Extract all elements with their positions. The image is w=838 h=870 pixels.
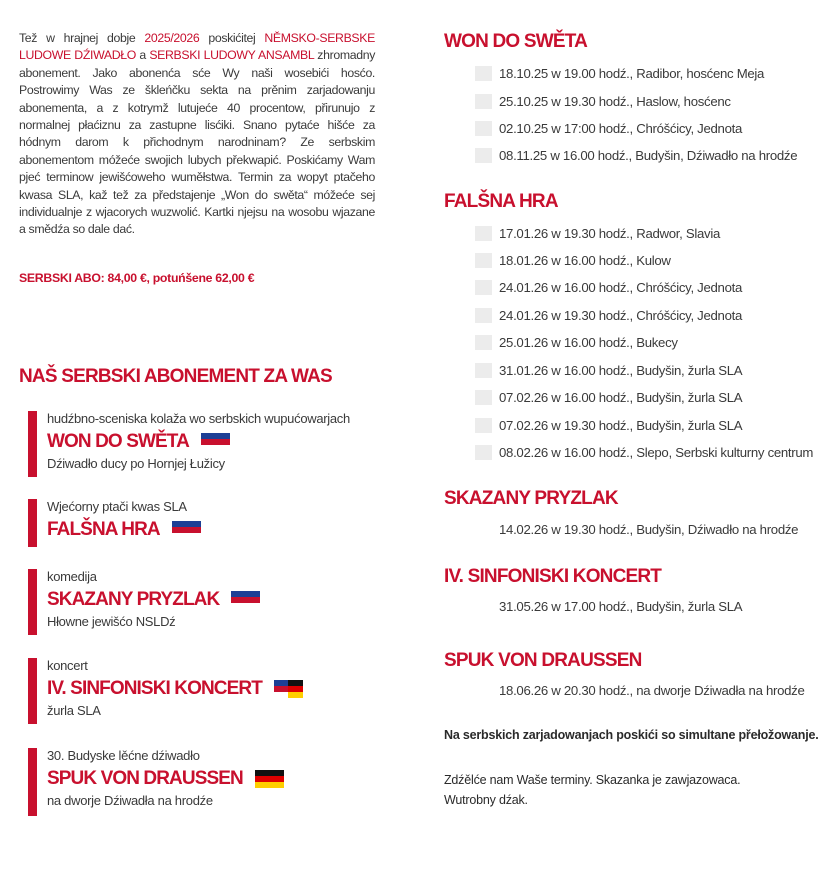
date-option[interactable] [475,387,742,407]
show-genre: 30. Budyske lěćne dźiwadło [47,748,200,763]
contact-note: Zdźělće nam Waše terminy. Skazanka je zawjazowaca. [444,773,741,787]
date-label: 18.06.26 w 20.30 hodź., na dworje Dźiwadła na hrodźe [499,682,805,698]
date-label: 08.02.26 w 16.00 hodź., Slepo, Serbski kulturny centrum [499,444,814,460]
checkbox[interactable] [475,94,492,109]
date-option[interactable] [475,442,813,462]
accent-bar [28,569,37,635]
date-option[interactable] [475,118,742,138]
checkbox[interactable] [475,335,492,350]
date-label: 24.01.26 w 19.30 hodź., Chróšćicy, Jednota [499,307,743,323]
date-option[interactable] [475,360,742,380]
flag-stripe [231,603,260,609]
price-info: SERBSKI ABO: 84,00 €, potuńšene 62,00 € [19,271,255,285]
date-option[interactable] [475,63,764,83]
date-option[interactable] [475,332,678,352]
org-sla: SERBSKI LUDOWY ANSAMBL [149,48,314,63]
schedule-title: IV. SINFONISKI KONCERT [444,566,662,587]
flag-stripe [255,782,284,788]
date-label: 02.10.25 w 17:00 hodź., Chróšćicy, Jednota [499,120,743,136]
flag-stripe [201,445,230,451]
accent-bar [28,748,37,816]
show-genre: Wjećorny ptači kwas SLA [47,499,187,514]
schedule-title: SPUK VON DRAUSSEN [444,650,642,671]
sorbian-flag-half [274,680,289,698]
intro-text: Tež w hrajnej dobje [19,31,145,45]
date-label: 24.01.26 w 16.00 hodź., Chróšćicy, Jednota [499,279,743,295]
accent-bar [28,411,37,477]
sorbian-flag-icon [231,591,260,609]
org-nsld: NĚMSKO-SERBSKE LUDOWE DŹIWADŁO [19,31,375,63]
sorbian-flag-icon [201,433,230,451]
show-card [28,658,388,724]
german-flag-half [288,680,303,698]
show-title: SKAZANY PRYZLAK [47,589,220,610]
show-title: IV. SINFONISKI KONCERT [47,678,262,699]
date-option[interactable] [475,250,671,270]
show-card [28,569,388,635]
date-label: 14.02.26 w 19.30 hodź., Budyšin, Dźiwadło na hrodźe [499,521,799,537]
intro-paragraph [19,30,375,239]
show-genre: komedija [47,569,97,584]
date-label: 17.01.26 w 19.30 hodź., Radwor, Slavia [499,225,720,241]
date-label: 31.01.26 w 16.00 hodź., Budyšin, žurla SLA [499,362,743,378]
show-genre: hudźbno-sceniska kolaža wo serbskich wupućowarjach [47,411,350,426]
translation-note: Na serbskich zarjadowanjach poskići so simultane přełožowanje. [444,728,819,742]
show-title: SPUK VON DRAUSSEN [47,768,243,789]
date-label: 25.01.26 w 16.00 hodź., Bukecy [499,334,678,350]
show-venue: Dźiwadło ducy po Hornjej Łužicy [47,456,225,471]
checkbox[interactable] [475,308,492,323]
checkbox[interactable] [475,418,492,433]
checkbox[interactable] [475,226,492,241]
show-title: WON DO SWĚTA [47,431,189,452]
checkbox[interactable] [475,148,492,163]
date-label: 18.10.25 w 19.00 hodź., Radibor, hosćenc Meja [499,65,765,81]
show-card [28,499,388,547]
date-option[interactable] [475,415,742,435]
date-option[interactable] [475,277,742,297]
intro-text: poskićitej [199,31,265,45]
show-card [28,411,388,477]
accent-bar [28,658,37,724]
show-venue: na dworje Dźiwadła na hrodźe [47,793,213,808]
thanks-note: Wutrobny dźak. [444,793,528,807]
date-label: 18.01.26 w 16.00 hodź., Kulow [499,252,671,268]
sorbian-flag-icon [172,521,201,539]
show-card [28,748,388,816]
schedule-title: FALŠNA HRA [444,191,558,212]
sorbian-german-flag-icon [274,680,303,698]
schedule-title: SKAZANY PRYZLAK [444,488,618,509]
schedule-title: WON DO SWĚTA [444,31,588,52]
checkbox[interactable] [475,280,492,295]
checkbox[interactable] [475,253,492,268]
checkbox[interactable] [475,66,492,81]
show-title: FALŠNA HRA [47,519,160,540]
date-option[interactable] [475,91,731,111]
date-option[interactable] [475,145,797,165]
show-venue: žurla SLA [47,703,101,718]
checkbox[interactable] [475,121,492,136]
date-label: 31.05.26 w 17.00 hodź., Budyšin, žurla SLA [499,598,743,614]
intro-text: a [135,48,150,63]
checkbox[interactable] [475,445,492,460]
date-label: 25.10.25 w 19.30 hodź., Haslow, hosćenc [499,93,731,109]
show-venue: Hłowne jewišćo NSLDź [47,614,176,629]
date-label: 07.02.26 w 16.00 hodź., Budyšin, žurla SLA [499,389,743,405]
flag-stripe [172,533,201,539]
german-flag-icon [255,770,284,788]
checkbox[interactable] [475,390,492,405]
intro-text: zhromadny abonement. Jako abonenća sće Wy naši wosebići hosćo. Postrowimy Was ze škleńčku sekta na prěnim zarjadowanju abonementa, a z kotrymž lutujeće 40 procentow, přirunujo z normalnej płaćiznu za zastupne lisćiki. Snano pytaće hišće za hódnym darom k přichodnym narodninam? Ze serbskim abonementom móžeće swojich lubych překwapić. Poskićamy Wam pjeć terminow jewišćoweho wuměłstwa. Termin za wopyt ptačeho kwasa SLA, kaž tež za předstajenje „Won do swěta“ móžeće sej individualnje z wjacorych wuzwolić. Kartki njejsu na wosobu wjazane a smědźa so dale dać. [19,48,375,237]
season-label: 2025/2026 [144,31,200,45]
show-genre: koncert [47,658,88,673]
date-option[interactable] [475,223,720,243]
date-label: 08.11.25 w 16.00 hodź., Budyšin, Dźiwadło na hrodźe [499,147,798,163]
date-label: 07.02.26 w 19.30 hodź., Budyšin, žurla SLA [499,417,743,433]
date-option[interactable] [475,305,742,325]
accent-bar [28,499,37,547]
checkbox[interactable] [475,363,492,378]
section-title: NAŠ SERBSKI ABONEMENT ZA WAS [19,366,332,387]
